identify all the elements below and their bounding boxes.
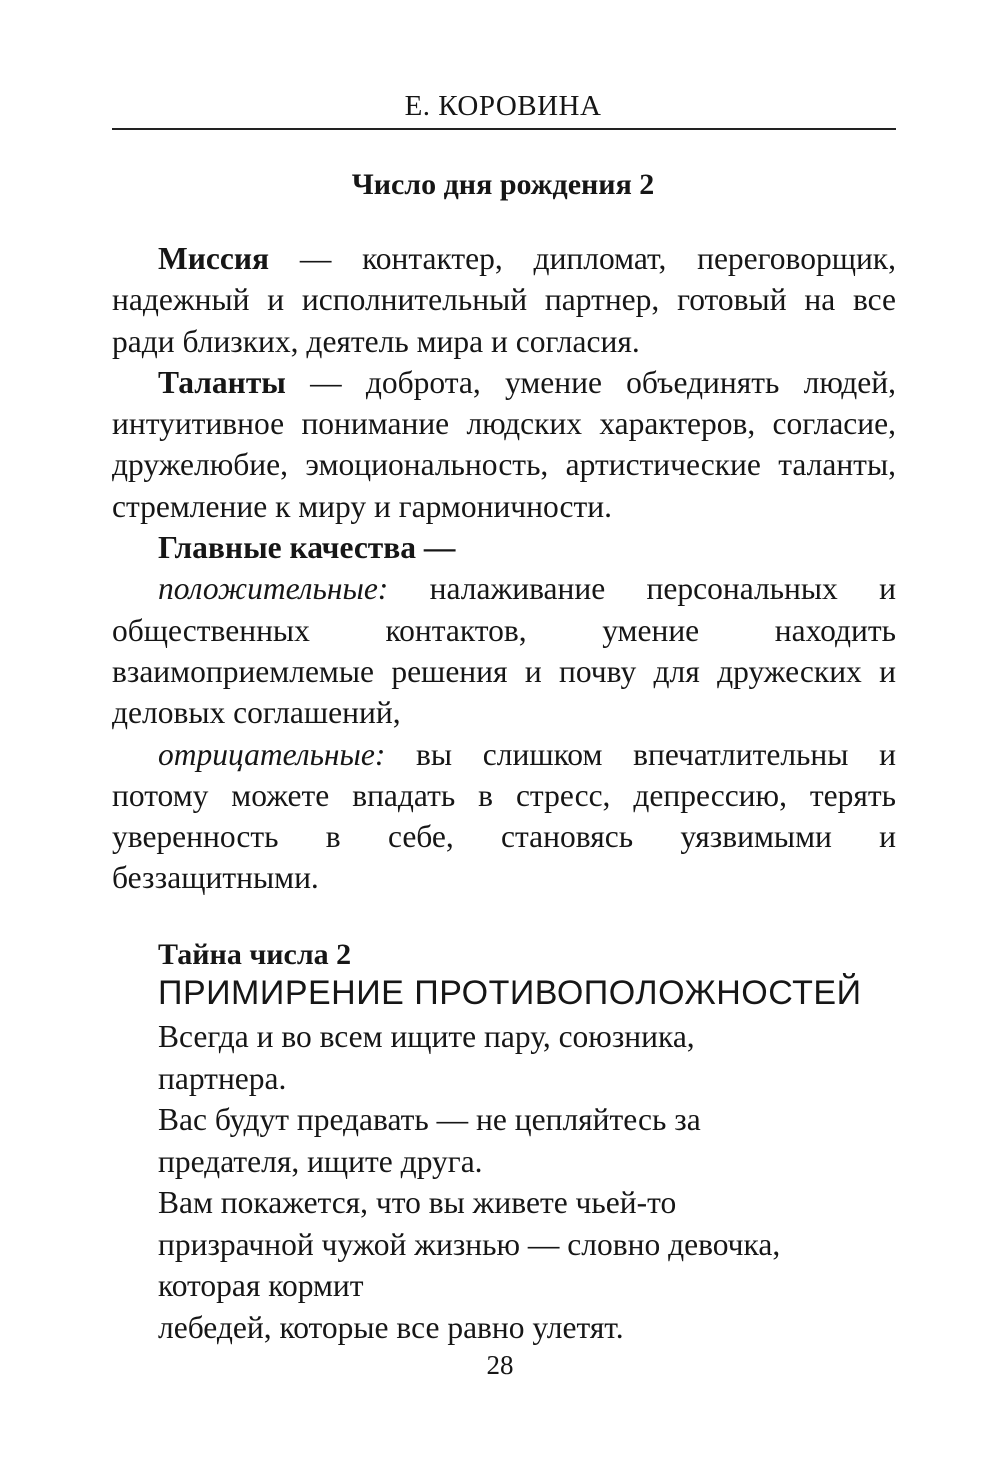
text-positive: налаживание персональных и общественных контактов, умение находить взаимоприемлемые решения и почву для дружеских и деловых соглашений,: [112, 571, 896, 731]
poem-line: лебедей, которые все равно улетят.: [158, 1309, 624, 1345]
poem-line: Вас будут предавать — не цепляйтесь за: [158, 1102, 701, 1137]
text-talents: — доброта, умение объединять людей, интуитивное понимание людских характеров, согласие, дружелюбие, эмоциональность, артистические таланты, стремление к миру и гармоничности.: [112, 364, 896, 524]
poem-line: призрачной чужой жизнью — словно девочка,: [158, 1226, 781, 1262]
secret-text: [158, 1016, 898, 1348]
running-head: Е. КОРОВИНА: [404, 90, 602, 122]
paragraph-positive: [112, 568, 896, 733]
poem-line: предателя, ищите друга.: [158, 1143, 483, 1179]
paragraph-qualities: [112, 527, 896, 568]
text-negative: вы слишком впечатлительны и потому можете впадать в стресс, депрессию, терять уверенность в себе, становясь уязвимыми и беззащитными.: [112, 736, 896, 896]
text-mission: — контактер, дипломат, переговорщик, надежный и исполнительный партнер, готовый на все ради близких, деятель мира и согласия.: [112, 241, 896, 359]
paragraph-negative: [112, 734, 896, 899]
paragraph-talents: [112, 362, 896, 527]
body-text: [112, 238, 896, 899]
poem-line: партнера.: [158, 1060, 287, 1096]
page-number: 28: [486, 1350, 514, 1380]
poem-line: Вам покажется, что вы живете чьей-то: [158, 1185, 677, 1220]
poem-line: Всегда и во всем ищите пару, союзника,: [158, 1019, 695, 1054]
term-qualities: Главные качества —: [158, 530, 456, 566]
secret-title: Тайна числа 2: [158, 938, 352, 971]
paragraph-mission: [112, 238, 896, 362]
term-positive: положительные:: [158, 571, 389, 607]
section-title: Число дня рождения 2: [351, 168, 655, 201]
header-rule: [112, 128, 896, 130]
poem-line: которая кормит: [158, 1268, 364, 1303]
term-mission: Миссия: [158, 241, 270, 276]
term-negative: отрицательные:: [158, 736, 386, 772]
secret-subtitle: ПРИМИРЕНИЕ ПРОТИВОПОЛОЖНОСТЕЙ: [158, 974, 862, 1012]
term-talents: Таланты: [158, 364, 286, 400]
